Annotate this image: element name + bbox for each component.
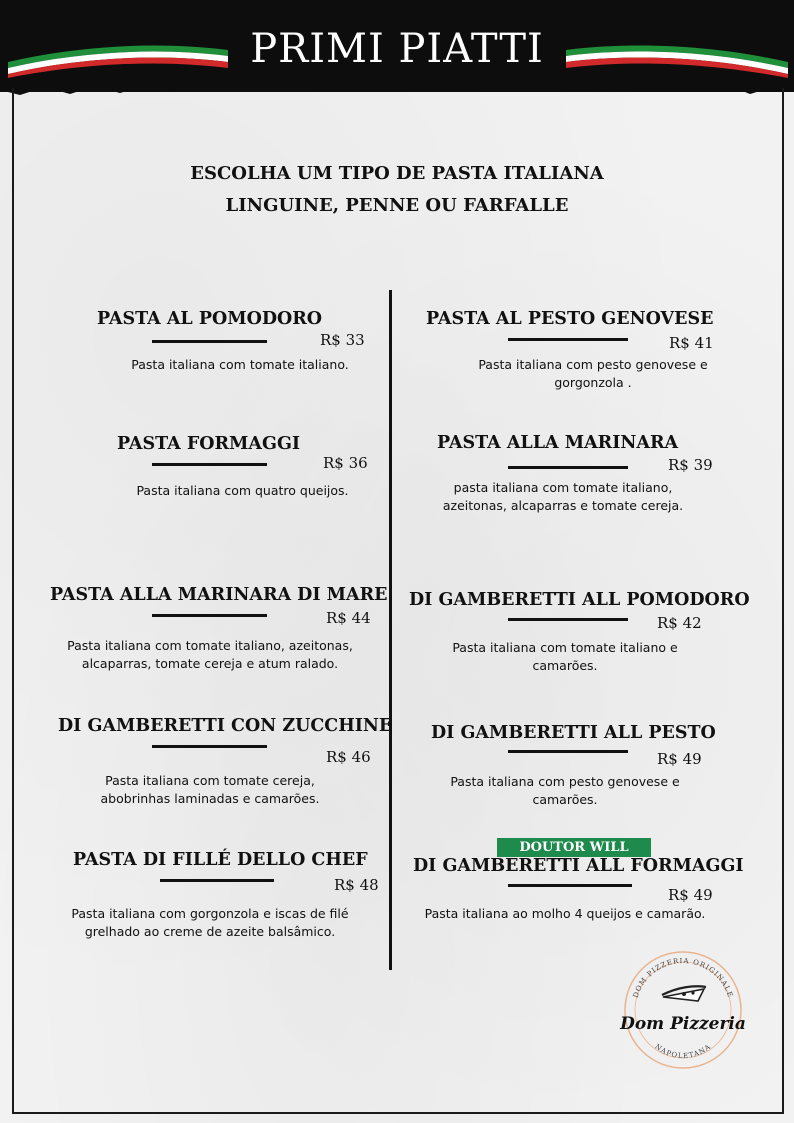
dish-price: R$ 42 bbox=[657, 614, 702, 632]
logo-top-text: DOM PIZZERIA ORIGINALE bbox=[631, 956, 735, 999]
dish-description: Pasta italiana ao molho 4 queijos e camarão. bbox=[424, 906, 706, 921]
dish-name: PASTA DI FILLÉ DELLO CHEF bbox=[73, 850, 368, 870]
dish-price: R$ 49 bbox=[668, 886, 713, 904]
dish-underline bbox=[160, 879, 274, 882]
intro-line-1: ESCOLHA UM TIPO DE PASTA ITALIANA bbox=[190, 163, 604, 184]
dish-underline bbox=[508, 618, 628, 621]
dom-pizzeria-logo bbox=[618, 945, 748, 1075]
dish-price: R$ 44 bbox=[326, 609, 371, 627]
dish-description: Pasta italiana com gorgonzola e iscas de filé grelhado ao creme de azeite balsâmico. bbox=[71, 906, 349, 939]
intro-line-2: LINGUINE, PENNE OU FARFALLE bbox=[225, 195, 569, 216]
dish-price: R$ 48 bbox=[334, 876, 379, 894]
column-divider bbox=[389, 290, 392, 970]
dish-description: Pasta italiana com tomate cereja, abobrinhas laminadas e camarões. bbox=[100, 773, 320, 806]
svg-text:NAPOLETANA bbox=[653, 1043, 712, 1061]
logo-brand-text: Dom Pizzeria bbox=[620, 1014, 746, 1034]
dish-price: R$ 49 bbox=[657, 750, 702, 768]
dish-description: pasta italiana com tomate italiano, azeitonas, alcaparras e tomate cereja. bbox=[442, 480, 684, 513]
dish-name: PASTA AL POMODORO bbox=[97, 309, 323, 329]
dish-name: PASTA FORMAGGI bbox=[117, 434, 301, 454]
dish-price: R$ 39 bbox=[668, 456, 713, 474]
dish-name: PASTA ALLA MARINARA DI MARE bbox=[50, 585, 388, 605]
dish-underline bbox=[508, 466, 628, 469]
author-badge: DOUTOR WILL bbox=[497, 838, 651, 857]
logo-bottom-text: NAPOLETANA bbox=[653, 1042, 713, 1061]
dish-underline bbox=[152, 745, 267, 748]
dish-name: PASTA ALLA MARINARA bbox=[437, 433, 679, 453]
dish-underline bbox=[508, 750, 628, 753]
dish-name: PASTA AL PESTO GENOVESE bbox=[426, 309, 714, 329]
dish-underline bbox=[152, 463, 267, 466]
dish-description: Pasta italiana com pesto genovese e camarões. bbox=[450, 774, 680, 807]
dish-underline bbox=[508, 338, 628, 341]
page-title: PRIMI PIATTI bbox=[250, 26, 544, 72]
dish-description: Pasta italiana com tomate italiano, azeitonas, alcaparras, tomate cereja e atum ralado. bbox=[67, 638, 353, 671]
dish-underline bbox=[508, 884, 632, 887]
dish-description: Pasta italiana com pesto genovese e gorgonzola . bbox=[478, 357, 708, 390]
dish-price: R$ 46 bbox=[326, 748, 371, 766]
dish-description: Pasta italiana com quatro queijos. bbox=[136, 483, 349, 498]
dish-price: R$ 41 bbox=[669, 334, 714, 352]
pizza-slice-icon bbox=[662, 986, 706, 1001]
dish-underline bbox=[152, 614, 267, 617]
intro-text bbox=[0, 158, 794, 222]
dish-description: Pasta italiana com tomate italiano e camarões. bbox=[452, 640, 678, 673]
dish-name: DI GAMBERETTI CON ZUCCHINE bbox=[58, 716, 393, 736]
dish-name: DI GAMBERETTI ALL FORMAGGI bbox=[413, 856, 744, 876]
dish-underline bbox=[152, 340, 267, 343]
dish-description: Pasta italiana com tomate italiano. bbox=[131, 357, 349, 372]
dish-name: DI GAMBERETTI ALL PESTO bbox=[431, 723, 716, 743]
dish-name: DI GAMBERETTI ALL POMODORO bbox=[409, 590, 750, 610]
dish-price: R$ 36 bbox=[323, 454, 368, 472]
dish-price: R$ 33 bbox=[320, 331, 365, 349]
